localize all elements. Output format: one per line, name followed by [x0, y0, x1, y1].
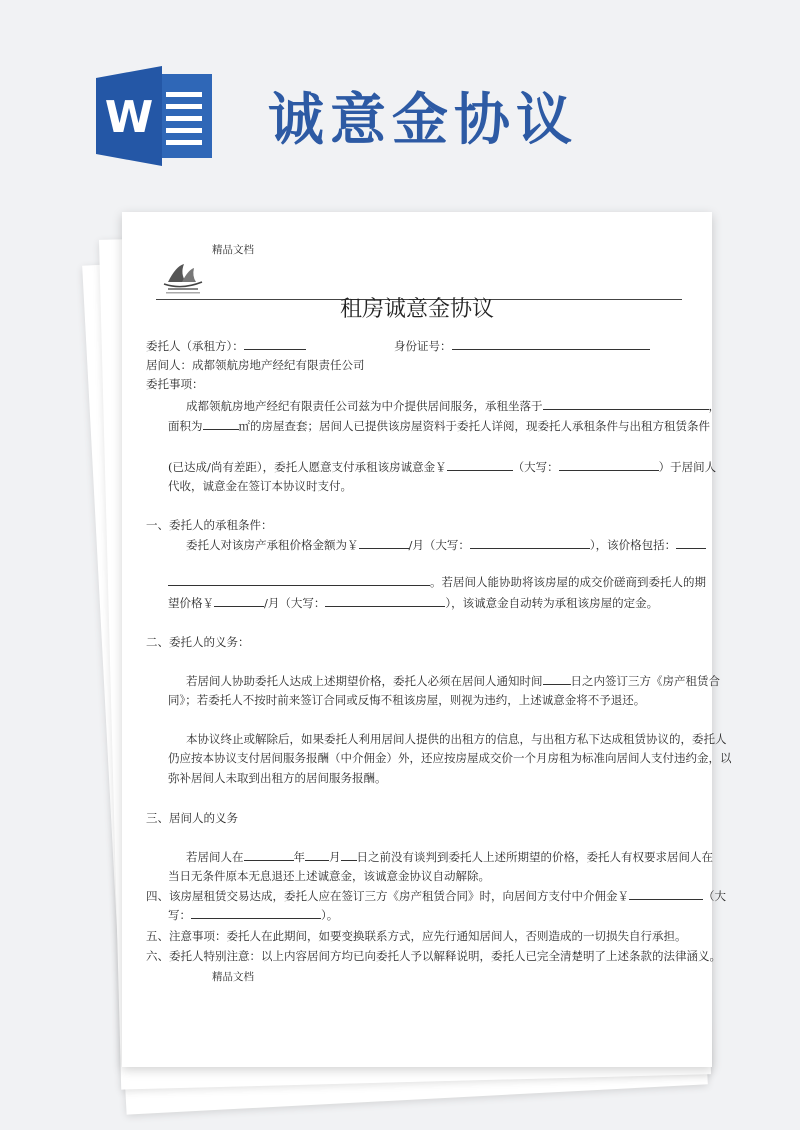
deadline-year-blank[interactable] [244, 849, 294, 861]
section-3-line-2: 当日无条件原本无息退还上述诚意金，该诚意金协议自动解除。 [168, 869, 490, 883]
svg-text:W: W [104, 92, 154, 143]
section-3-heading: 三、居间人的义务 [146, 811, 238, 825]
commission-words-blank[interactable] [191, 907, 321, 919]
section-4-line-2: 写： ）。 [168, 908, 339, 922]
deadline-month-blank[interactable] [305, 849, 329, 861]
rent-includes-blank-2[interactable] [168, 574, 430, 586]
matters-label: 委托事项： [146, 377, 204, 391]
expected-price-words-blank[interactable] [325, 595, 445, 607]
section-4-line-1: 四、该房屋租赁交易达成，委托人应在签订三方《房产租赁合同》时，向居间方支付中介佣金￥ （大 [146, 889, 726, 903]
document-page [122, 212, 732, 1067]
deposit-amount-blank[interactable] [447, 459, 513, 471]
address-blank[interactable] [543, 398, 709, 410]
deposit-words-blank[interactable] [559, 459, 659, 471]
word-document-icon [96, 66, 220, 166]
deadline-day-blank[interactable] [341, 849, 357, 861]
document-title: 租房诚意金协议 [340, 297, 495, 322]
section-2-heading: 二、委托人的义务： [146, 635, 250, 649]
company-logo-icon [162, 260, 204, 296]
section-2-p2-line-3: 弥补居间人未取到出租方的居间服务报酬。 [168, 771, 387, 785]
header-label: 精品文档 [212, 244, 254, 256]
signing-days-blank[interactable] [543, 673, 571, 685]
area-blank[interactable] [203, 418, 239, 430]
client-line [146, 338, 306, 354]
matters-line-2: 面积为 ㎡的房屋查套；居间人已提供该房屋资料于委托人详阅，现委托人承租条件与出租方租赁条件 [168, 419, 710, 433]
commission-amount-blank[interactable] [629, 888, 703, 900]
section-6-line: 六、委托人特别注意：以上内容居间方均已向委托人予以解释说明，委托人已完全清楚明了上述条款的法律涵义。 [146, 949, 721, 963]
id-number-blank[interactable] [452, 338, 650, 350]
section-2-p2-line-2: 仍应按本协议支付居间服务报酬（中介佣金）外，还应按房屋成交价一个月房租为标准向居间人支付违约金，以 [168, 751, 732, 765]
section-5-line: 五、注意事项：委托人在此期间，如要变换联系方式，应先行通知居间人，否则造成的一切损失自行承担。 [146, 929, 687, 943]
footer-label: 精品文档 [212, 971, 254, 983]
matters-line-4: 代收，诚意金在签订本协议时支付。 [168, 479, 352, 493]
rent-includes-blank[interactable] [676, 537, 706, 549]
matters-line-1: 成都领航房地产经纪有限责任公司兹为中介提供居间服务，承租坐落于 ， [186, 399, 720, 413]
section-2-p1-line-1: 若居间人协助委托人达成上述期望价格，委托人必须在居间人通知时间 日之内签订三方《房产租赁合 [186, 674, 720, 688]
expected-price-blank[interactable] [214, 595, 264, 607]
matters-line-3: (已达成/尚有差距），委托人愿意支付承租该房诚意金￥ （大写： ）于居间人 [168, 460, 717, 474]
client-label: 委托人（承租方）： [146, 339, 244, 353]
banner-title: 诚意金协议 [268, 88, 578, 153]
client-name-blank[interactable] [244, 338, 306, 350]
rent-amount-blank[interactable] [359, 537, 409, 549]
section-2-p2-line-1: 本协议终止或解除后，如果委托人利用居间人提供的出租方的信息，与出租方私下达成租赁协议的，委托人 [186, 732, 727, 746]
rent-words-blank[interactable] [470, 537, 590, 549]
section-3-line-1: 若居间人在 年 月 日之前没有谈判到委托人上述所期望的价格，委托人有权要求居间人在 [186, 850, 713, 864]
id-label: 身份证号： [394, 339, 452, 353]
section-1-line-1: 委托人对该房产承租价格金额为￥ /月（大写： ），该价格包括： [186, 537, 706, 553]
section-1-line-2: 。若居间人能协助将该房屋的成交价磋商到委托人的期 [168, 574, 706, 590]
section-1-heading: 一、委托人的承租条件： [146, 518, 273, 532]
intermediary-line: 居间人：成都领航房地产经纪有限责任公司 [146, 358, 365, 372]
section-1-line-3: 望价格￥ /月（大写： ），该诚意金自动转为承租该房屋的定金。 [168, 596, 659, 610]
id-line [394, 338, 650, 354]
section-2-p1-line-2: 同》；若委托人不按时前来签订合同或反悔不租该房屋，则视为违约，上述诚意金将不予退还。 [168, 693, 646, 707]
